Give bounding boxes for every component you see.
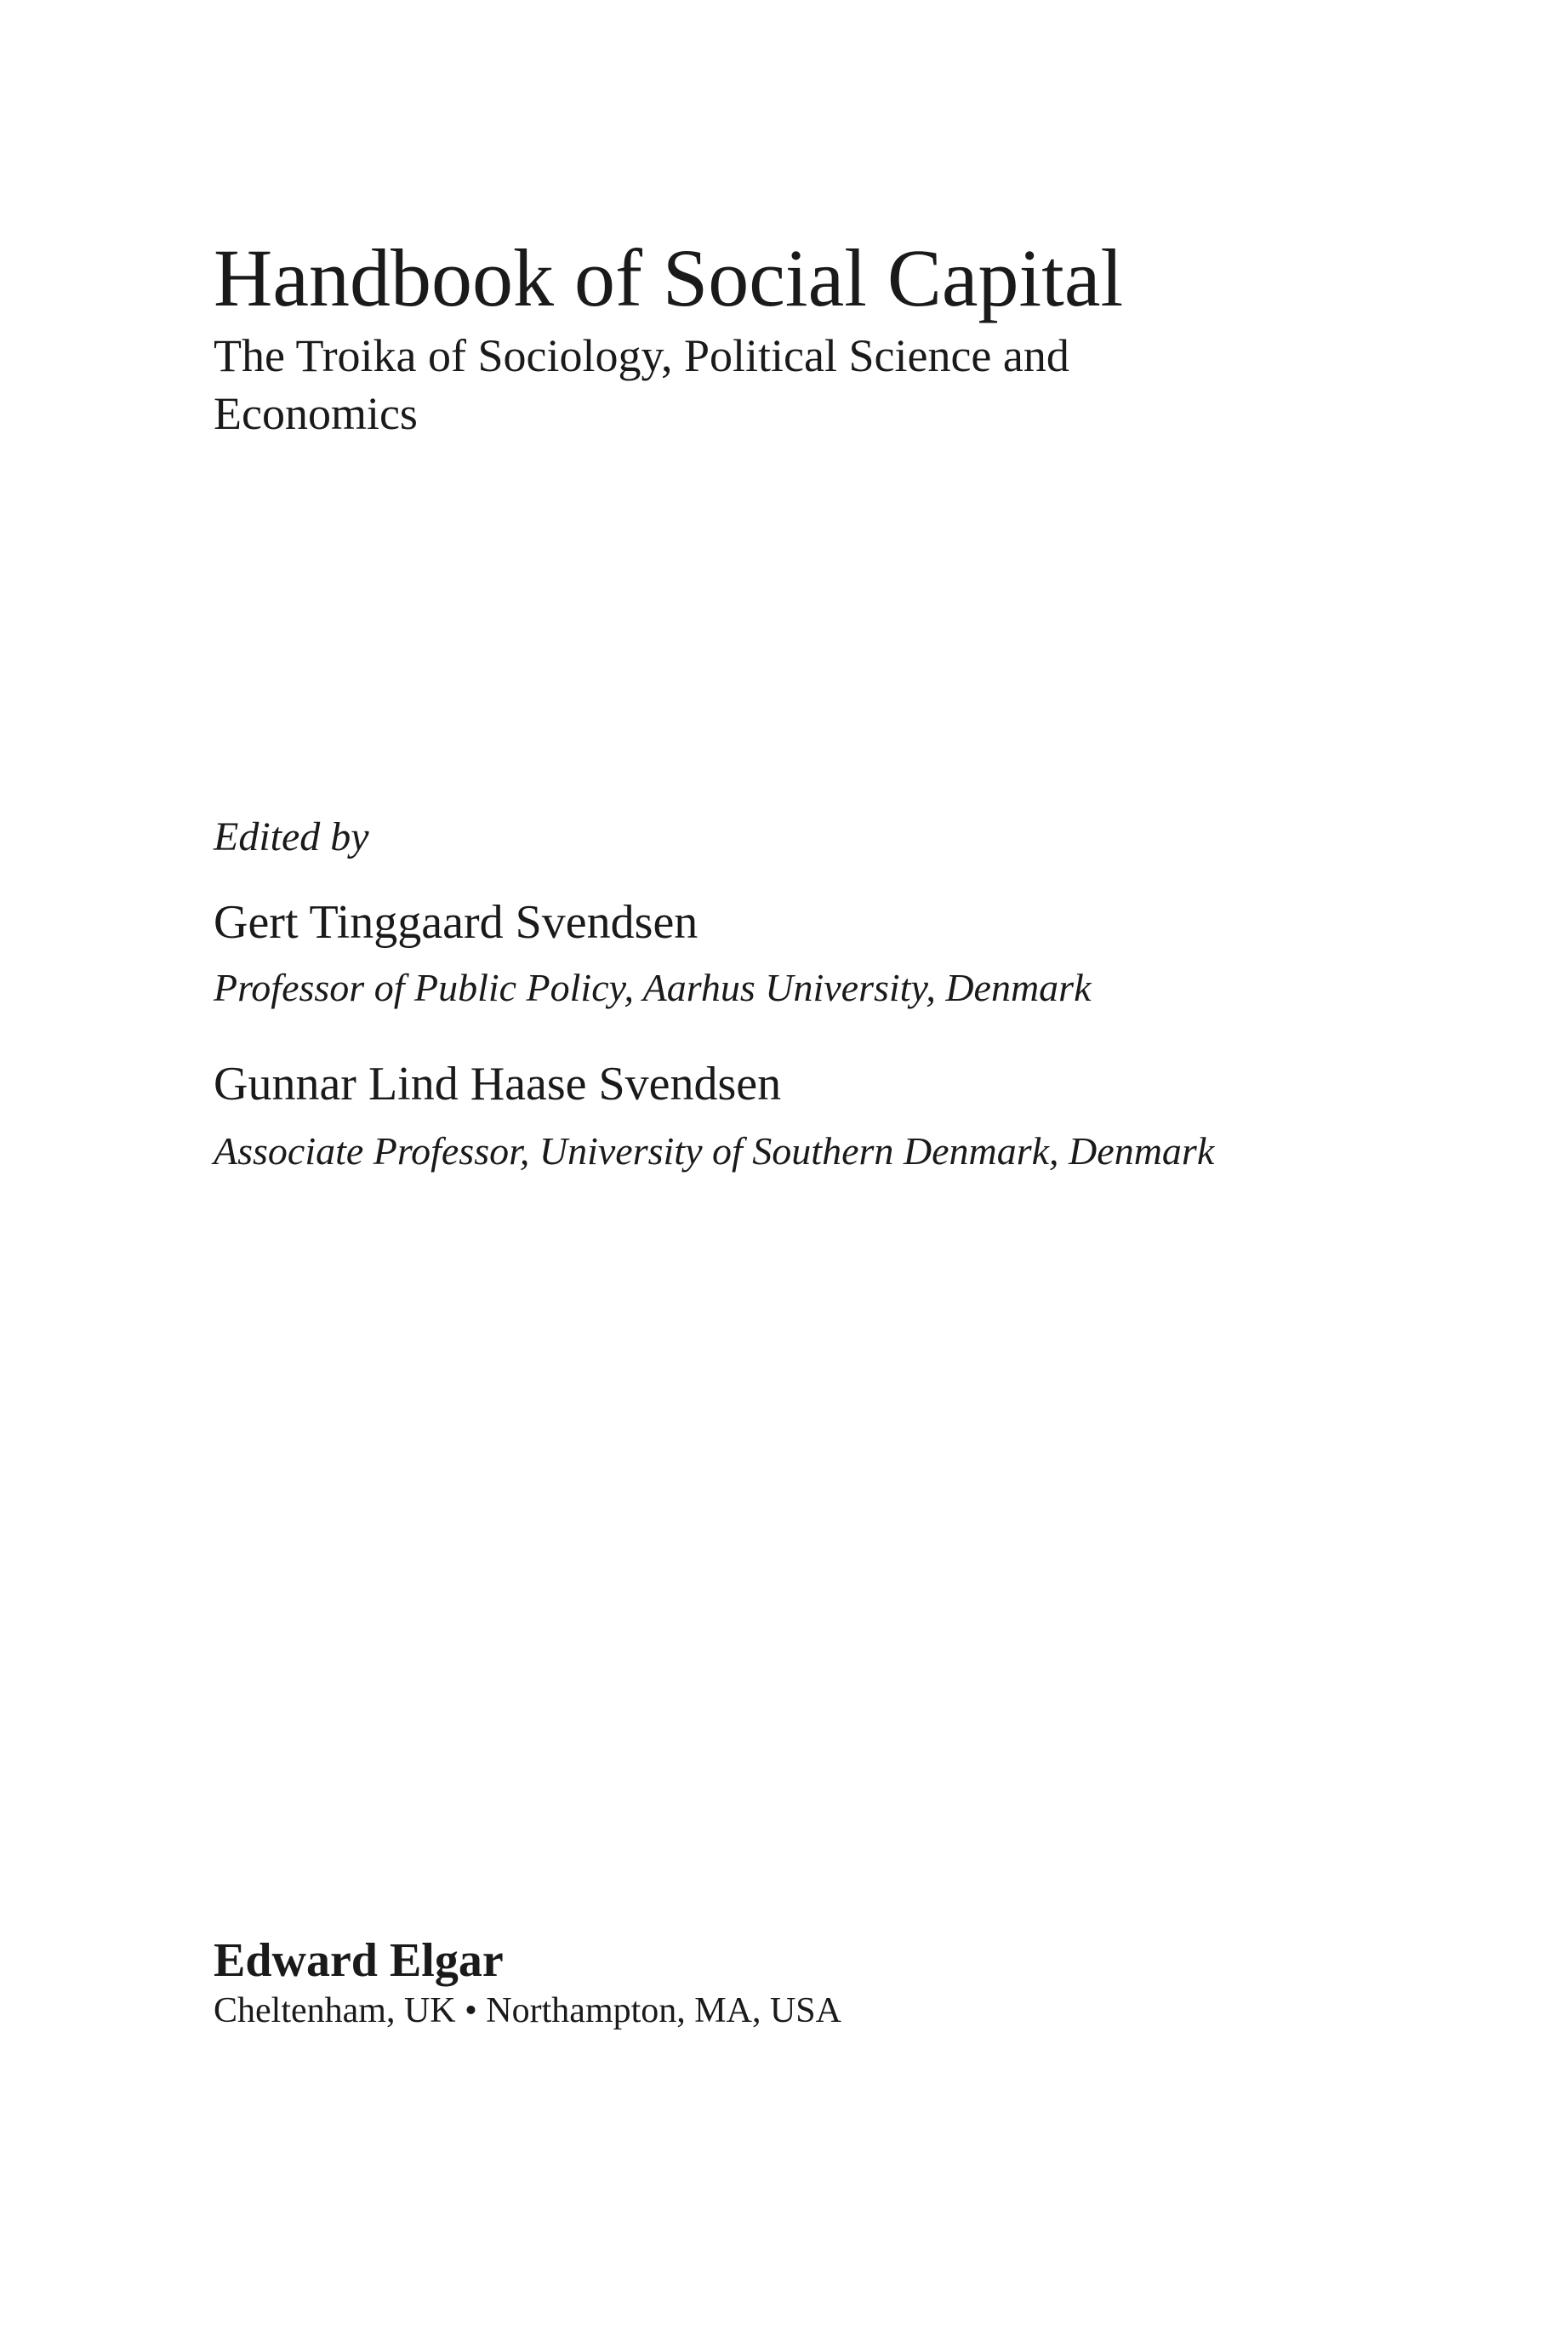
publisher-location: Cheltenham, UK • Northampton, MA, USA — [214, 1991, 841, 2030]
edited-by-label: Edited by — [214, 814, 369, 859]
publisher-name: Edward Elgar — [214, 1934, 504, 1987]
editor-affiliation: Professor of Public Policy, Aarhus University, Denmark — [214, 966, 1092, 1009]
book-subtitle: The Troika of Sociology, Political Science and Economics — [214, 330, 1069, 439]
book-title: Handbook of Social Capital — [214, 232, 1124, 323]
editor-affiliation: Associate Professor, University of Southern Denmark, Denmark — [214, 1129, 1215, 1173]
editor-name: Gunnar Lind Haase Svendsen — [214, 1058, 782, 1110]
editor-name: Gert Tinggaard Svendsen — [214, 896, 698, 949]
